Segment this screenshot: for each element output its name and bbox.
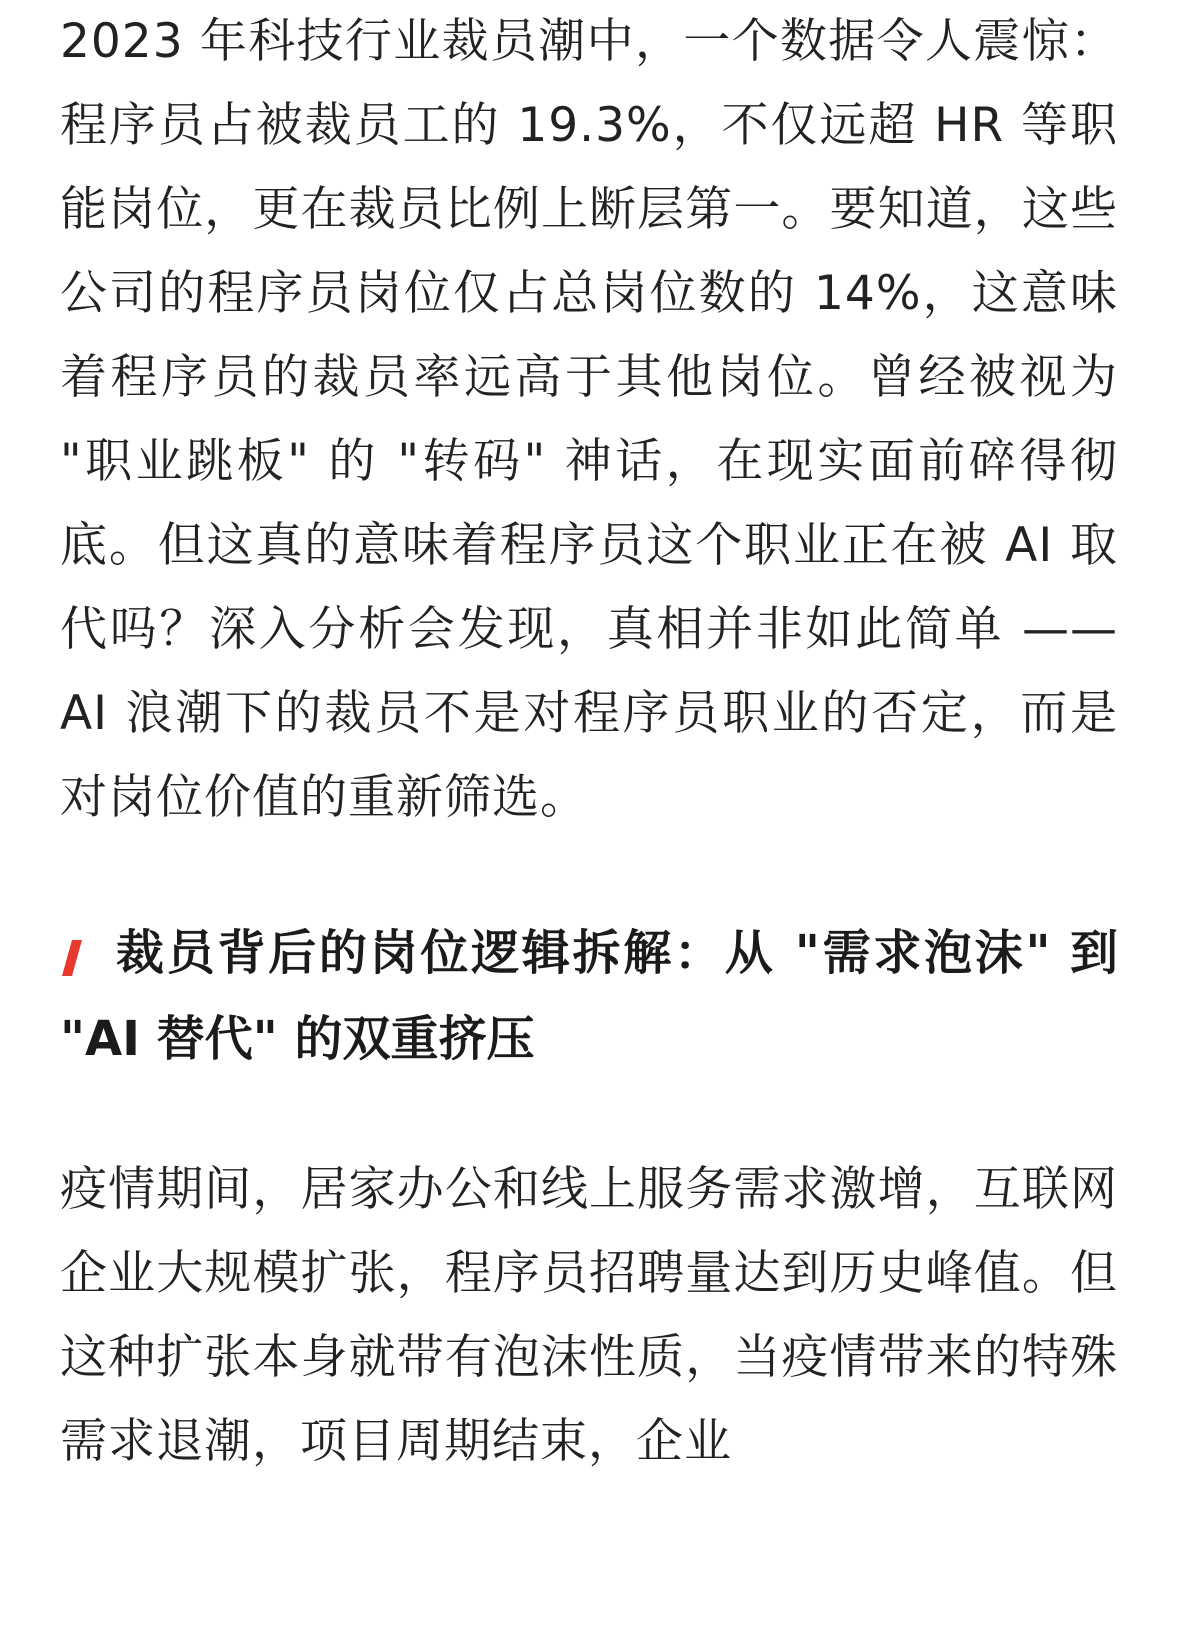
section-paragraph: 疫情期间，居家办公和线上服务需求激增，互联网企业大规模扩张，程序员招聘量达到历史峰值。但这种扩张本身就带有泡沫性质，当疫情带来的特殊需求退潮，项目周期结束，企业 [60,1162,1118,1469]
section-heading [60,910,1118,1082]
heading-marker-icon [62,940,82,976]
article-body [60,0,1118,1484]
intro-paragraph: 2023 年科技行业裁员潮中，一个数据令人震惊：程序员占被裁员工的 19.3%，不仅远超 HR 等职能岗位，更在裁员比例上断层第一。要知道，这些公司的程序员岗位仅占总岗位数的 14%，这意味着程序员的裁员率远高于其他岗位。曾经被视为 "职业跳板" 的 "转码" 神话，在现实面前碎得彻底。但这真的意味着程序员这个职业正在被 AI 取代吗？深入分析会发现，真相并非如此简单 ——AI 浪潮下的裁员不是对程序员职业的否定，而是对岗位价值的重新筛选。 [60,14,1118,825]
section-heading-text: 裁员背后的岗位逻辑拆解：从 "需求泡沫" 到 "AI 替代" 的双重挤压 [60,925,1118,1067]
